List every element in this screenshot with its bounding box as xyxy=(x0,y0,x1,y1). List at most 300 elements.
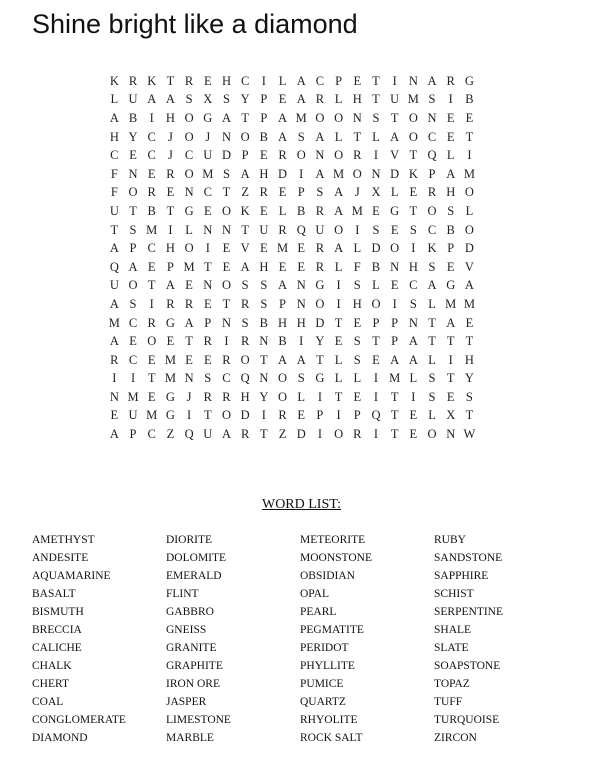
grid-letter: N xyxy=(221,129,231,144)
grid-letter: E xyxy=(390,222,399,237)
grid-letter: R xyxy=(203,334,212,349)
grid-letter: A xyxy=(334,241,344,256)
grid-letter: C xyxy=(203,185,212,200)
word-list-item: TUFF xyxy=(434,696,463,708)
grid-letter: L xyxy=(278,73,287,88)
word-list-heading: WORD LIST: xyxy=(261,497,342,512)
grid-letter: J xyxy=(205,129,211,144)
grid-letter: I xyxy=(392,73,397,88)
grid-letter: S xyxy=(465,389,473,404)
grid-letter: H xyxy=(165,110,175,125)
word-list-item: CHERT xyxy=(32,678,70,690)
grid-letter: U xyxy=(203,427,213,442)
grid-letter: O xyxy=(147,334,157,349)
grid-letter: A xyxy=(278,110,288,125)
grid-letter: B xyxy=(128,110,138,125)
grid-row xyxy=(105,425,479,444)
grid-letter: A xyxy=(334,203,344,218)
grid-letter: J xyxy=(354,185,360,200)
grid-row xyxy=(105,351,479,370)
grid-letter: O xyxy=(184,166,194,181)
grid-letter: J xyxy=(186,389,192,404)
grid-letter: A xyxy=(315,166,325,181)
grid-letter: A xyxy=(408,352,418,367)
grid-letter: E xyxy=(465,110,474,125)
grid-letter: N xyxy=(427,110,437,125)
grid-row xyxy=(105,239,479,258)
grid-letter: T xyxy=(241,222,249,237)
word-list-item: PEGMATITE xyxy=(300,624,364,636)
grid-letter: C xyxy=(147,427,156,442)
grid-letter: R xyxy=(147,185,156,200)
grid-row xyxy=(105,128,479,147)
grid-letter: C xyxy=(222,371,231,386)
grid-letter: H xyxy=(296,315,306,330)
grid-letter: I xyxy=(261,73,266,88)
grid-letter: N xyxy=(203,222,213,237)
grid-letter: H xyxy=(109,129,119,144)
grid-letter: V xyxy=(464,259,474,274)
grid-letter: G xyxy=(446,278,456,293)
grid-letter: A xyxy=(278,129,288,144)
grid-letter: E xyxy=(203,73,212,88)
grid-letter: N xyxy=(408,315,418,330)
grid-letter: I xyxy=(299,334,304,349)
grid-letter: K xyxy=(427,241,437,256)
grid-letter: S xyxy=(372,110,380,125)
grid-letter: X xyxy=(446,408,456,423)
grid-letter: H xyxy=(408,259,418,274)
grid-letter: Q xyxy=(371,408,381,423)
grid-letter: A xyxy=(109,334,119,349)
grid-letter: R xyxy=(184,296,194,311)
grid-row xyxy=(105,91,479,110)
grid-letter: I xyxy=(411,389,416,404)
grid-row xyxy=(105,407,479,426)
grid-letter: R xyxy=(353,148,362,163)
grid-letter: O xyxy=(184,241,194,256)
grid-letter: P xyxy=(316,408,324,423)
word-list-item: SOAPSTONE xyxy=(434,660,501,672)
grid-letter: C xyxy=(128,315,138,330)
grid-letter: M xyxy=(463,296,475,311)
grid-letter: L xyxy=(372,129,380,144)
grid-letter: E xyxy=(372,203,380,218)
grid-letter: E xyxy=(222,241,231,256)
grid-letter: A xyxy=(296,92,306,107)
word-list-item: PEARL xyxy=(300,606,337,618)
word-list-item: CONGLOMERATE xyxy=(32,714,126,726)
grid-letter: O xyxy=(315,110,325,125)
grid-letter: I xyxy=(317,427,322,442)
grid-letter: D xyxy=(240,408,250,423)
grid-letter: E xyxy=(260,203,268,218)
grid-letter: R xyxy=(278,408,287,423)
grid-letter: H xyxy=(221,73,231,88)
grid-row xyxy=(105,332,479,351)
grid-letter: D xyxy=(315,315,325,330)
grid-letter: G xyxy=(165,389,175,404)
grid-letter: L xyxy=(465,203,474,218)
grid-letter: R xyxy=(259,185,269,200)
word-list-item: EMERALD xyxy=(166,570,222,582)
grid-letter: M xyxy=(463,166,475,181)
grid-letter: U xyxy=(109,278,119,293)
grid-letter: M xyxy=(407,92,419,107)
grid-letter: E xyxy=(372,352,380,367)
grid-letter: I xyxy=(336,296,341,311)
grid-letter: S xyxy=(428,92,436,107)
grid-letter: R xyxy=(315,259,325,274)
grid-letter: Q xyxy=(296,222,306,237)
grid-letter: A xyxy=(240,166,250,181)
grid-letter: E xyxy=(166,334,175,349)
grid-letter: X xyxy=(203,92,213,107)
grid-letter: M xyxy=(183,259,195,274)
grid-letter: I xyxy=(130,371,136,386)
grid-letter: I xyxy=(224,334,229,349)
grid-letter: Z xyxy=(241,185,249,200)
grid-letter: A xyxy=(390,129,400,144)
grid-letter: C xyxy=(110,148,119,163)
grid-letter: E xyxy=(278,185,287,200)
grid-letter: L xyxy=(428,408,436,423)
grid-letter: R xyxy=(315,203,325,218)
grid-letter: S xyxy=(222,166,230,181)
grid-letter: N xyxy=(296,278,306,293)
grid-letter: A xyxy=(315,129,325,144)
grid-letter: A xyxy=(278,278,288,293)
grid-letter: O xyxy=(427,427,437,442)
grid-letter: Q xyxy=(240,371,250,386)
grid-letter: M xyxy=(127,389,139,404)
grid-letter: S xyxy=(129,296,137,311)
grid-letter: P xyxy=(428,166,436,181)
grid-letter: S xyxy=(297,129,305,144)
grid-letter: P xyxy=(260,92,268,107)
grid-letter: I xyxy=(205,241,210,256)
grid-letter: S xyxy=(428,389,436,404)
grid-letter: S xyxy=(260,278,268,293)
grid-letter: T xyxy=(390,408,399,423)
grid-letter: E xyxy=(334,334,343,349)
grid-letter: E xyxy=(203,296,212,311)
grid-letter: Y xyxy=(464,371,474,386)
grid-letter: L xyxy=(446,148,455,163)
grid-row xyxy=(105,314,479,333)
grid-letter: E xyxy=(297,241,306,256)
word-list-item: QUARTZ xyxy=(300,696,346,708)
word-list-item: MARBLE xyxy=(166,732,214,744)
grid-letter: P xyxy=(129,427,137,442)
grid-row xyxy=(105,72,479,91)
grid-letter: A xyxy=(109,241,119,256)
word-list-item: PERIDOT xyxy=(300,642,349,654)
grid-letter: T xyxy=(428,315,436,330)
grid-letter: L xyxy=(278,203,287,218)
grid-letter: S xyxy=(316,185,324,200)
grid-letter: H xyxy=(259,166,269,181)
grid-letter: G xyxy=(165,315,175,330)
grid-letter: P xyxy=(260,110,268,125)
grid-letter: H xyxy=(464,352,474,367)
grid-letter: B xyxy=(278,334,287,349)
grid-letter: I xyxy=(149,296,154,311)
grid-letter: A xyxy=(296,352,306,367)
grid-letter: N xyxy=(221,222,231,237)
grid-letter: O xyxy=(464,185,474,200)
grid-letter: L xyxy=(334,352,343,367)
grid-letter: R xyxy=(166,296,175,311)
grid-letter: S xyxy=(297,371,305,386)
grid-letter: T xyxy=(446,371,455,386)
grid-letter: E xyxy=(446,259,455,274)
grid-letter: T xyxy=(465,408,474,423)
grid-letter: Z xyxy=(278,427,287,442)
grid-letter: H xyxy=(278,315,288,330)
grid-letter: A xyxy=(427,73,437,88)
grid-letter: K xyxy=(147,73,157,88)
grid-letter: F xyxy=(110,166,118,181)
grid-letter: M xyxy=(351,203,363,218)
grid-letter: B xyxy=(147,203,156,218)
grid-letter: T xyxy=(446,334,455,349)
grid-letter: H xyxy=(259,259,269,274)
word-list-item: PUMICE xyxy=(300,678,344,690)
grid-letter: O xyxy=(334,110,344,125)
word-list-item: SANDSTONE xyxy=(434,552,503,564)
grid-letter: O xyxy=(427,203,437,218)
grid-row xyxy=(105,370,479,389)
grid-letter: C xyxy=(409,278,418,293)
word-list-item: MOONSTONE xyxy=(300,552,372,564)
grid-letter: Y xyxy=(259,389,269,404)
grid-letter: Q xyxy=(109,259,119,274)
grid-letter: E xyxy=(297,408,306,423)
word-list-item: LIMESTONE xyxy=(166,714,231,726)
grid-letter: U xyxy=(128,92,138,107)
grid-letter: E xyxy=(353,389,362,404)
grid-letter: E xyxy=(147,352,156,367)
grid-letter: O xyxy=(371,296,381,311)
grid-letter: A xyxy=(221,427,231,442)
grid-letter: I xyxy=(149,110,154,125)
grid-letter: A xyxy=(446,315,456,330)
grid-letter: E xyxy=(260,148,268,163)
grid-letter: T xyxy=(409,203,418,218)
grid-letter: D xyxy=(464,241,474,256)
grid-letter: T xyxy=(185,334,193,349)
grid-letter: S xyxy=(353,352,361,367)
grid-letter: L xyxy=(297,389,306,404)
grid-row xyxy=(105,146,479,165)
grid-letter: E xyxy=(409,427,418,442)
grid-letter: A xyxy=(390,352,400,367)
grid-letter: E xyxy=(446,129,455,144)
grid-letter: H xyxy=(352,92,362,107)
grid-letter: O xyxy=(128,185,138,200)
grid-letter: R xyxy=(240,334,250,349)
grid-letter: S xyxy=(241,315,249,330)
word-list-item: SERPENTINE xyxy=(434,606,503,618)
word-list-item: SHALE xyxy=(434,624,472,636)
grid-letter: C xyxy=(147,148,156,163)
grid-letter: A xyxy=(221,110,231,125)
grid-letter: E xyxy=(147,166,156,181)
grid-letter: E xyxy=(185,278,193,293)
grid-letter: K xyxy=(240,203,250,218)
grid-letter: C xyxy=(184,148,194,163)
grid-letter: E xyxy=(222,259,231,274)
grid-letter: T xyxy=(334,389,343,404)
grid-letter: E xyxy=(110,408,119,423)
grid-letter: U xyxy=(203,148,213,163)
word-list-item: GRAPHITE xyxy=(166,660,223,672)
grid-letter: U xyxy=(128,408,138,423)
grid-letter: V xyxy=(390,148,400,163)
grid-letter: D xyxy=(221,148,231,163)
grid-letter: F xyxy=(110,185,118,200)
grid-letter: L xyxy=(334,129,343,144)
word-list-item: OPAL xyxy=(300,588,329,600)
grid-letter: B xyxy=(259,315,269,330)
grid-letter: G xyxy=(315,371,325,386)
grid-letter: N xyxy=(371,166,381,181)
grid-letter: U xyxy=(390,92,400,107)
grid-letter: N xyxy=(109,389,119,404)
word-list-column xyxy=(166,531,300,747)
grid-letter: E xyxy=(147,389,156,404)
grid-letter: G xyxy=(184,203,194,218)
grid-row xyxy=(105,184,479,203)
grid-letter: N xyxy=(390,259,400,274)
grid-letter: N xyxy=(408,73,418,88)
grid-letter: A xyxy=(184,315,194,330)
grid-letter: M xyxy=(146,222,158,237)
word-list-item: JASPER xyxy=(166,696,207,708)
grid-letter: H xyxy=(446,185,456,200)
grid-letter: Y xyxy=(315,334,325,349)
grid-letter: R xyxy=(240,296,250,311)
grid-letter: N xyxy=(128,166,138,181)
grid-letter: C xyxy=(427,222,437,237)
grid-letter: O xyxy=(408,129,418,144)
grid-letter: S xyxy=(353,278,361,293)
grid-letter: A xyxy=(128,259,138,274)
grid-letter: I xyxy=(168,222,173,237)
grid-letter: B xyxy=(297,203,306,218)
grid-letter: T xyxy=(465,334,474,349)
grid-letter: S xyxy=(447,203,455,218)
grid-letter: T xyxy=(260,427,268,442)
grid-letter: O xyxy=(240,352,250,367)
grid-letter: D xyxy=(296,427,306,442)
grid-letter: R xyxy=(315,92,325,107)
word-list-item: DOLOMITE xyxy=(166,552,227,564)
grid-letter: M xyxy=(164,371,176,386)
grid-letter: R xyxy=(110,352,119,367)
word-list-item: TURQUOISE xyxy=(434,714,500,726)
grid-letter: L xyxy=(185,222,193,237)
grid-letter: A xyxy=(446,166,456,181)
grid-letter: U xyxy=(259,222,269,237)
grid-letter: P xyxy=(335,73,343,88)
word-list-item: GABBRO xyxy=(166,606,214,618)
word-list-column xyxy=(32,531,166,747)
grid-letter: Z xyxy=(166,427,175,442)
grid-letter: O xyxy=(184,129,194,144)
grid-letter: T xyxy=(353,129,362,144)
grid-row xyxy=(105,202,479,221)
grid-letter: J xyxy=(167,148,173,163)
word-list-item: CALICHE xyxy=(32,642,82,654)
word-list-item: IRON ORE xyxy=(166,678,220,690)
word-list-item: GRANITE xyxy=(166,642,217,654)
grid-letter: I xyxy=(373,389,379,404)
grid-letter: I xyxy=(317,389,322,404)
grid-letter: Y xyxy=(128,129,138,144)
word-list-column xyxy=(434,531,568,747)
grid-letter: O xyxy=(296,148,306,163)
grid-letter: T xyxy=(203,259,212,274)
grid-letter: E xyxy=(465,315,474,330)
grid-letter: O xyxy=(408,110,418,125)
grid-letter: J xyxy=(167,129,173,144)
grid-letter: N xyxy=(221,315,231,330)
grid-letter: N xyxy=(296,296,306,311)
grid-letter: T xyxy=(129,203,137,218)
grid-letter: N xyxy=(184,185,194,200)
grid-letter: T xyxy=(372,334,380,349)
grid-letter: P xyxy=(372,315,380,330)
grid-letter: E xyxy=(129,334,137,349)
word-list-item: BASALT xyxy=(32,588,76,600)
grid-letter: I xyxy=(448,92,453,107)
word-list-item: COAL xyxy=(32,696,64,708)
grid-letter: M xyxy=(164,352,176,367)
grid-letter: A xyxy=(109,296,119,311)
grid-letter: A xyxy=(427,278,437,293)
grid-letter: I xyxy=(467,148,472,163)
grid-letter: E xyxy=(278,259,287,274)
grid-letter: T xyxy=(260,352,268,367)
grid-letter: B xyxy=(259,129,269,144)
grid-letter: P xyxy=(241,148,249,163)
grid-letter: E xyxy=(166,185,175,200)
grid-letter: S xyxy=(353,334,361,349)
word-list-item: BISMUTH xyxy=(32,606,84,618)
grid-letter: L xyxy=(409,371,418,386)
word-list-item: AQUAMARINE xyxy=(32,570,111,582)
grid-letter: S xyxy=(241,278,249,293)
grid-letter: K xyxy=(109,73,119,88)
grid-letter: A xyxy=(109,427,119,442)
word-list-item: CHALK xyxy=(32,660,72,672)
grid-letter: A xyxy=(109,110,119,125)
grid-letter: E xyxy=(353,73,362,88)
grid-letter: M xyxy=(108,315,120,330)
grid-letter: T xyxy=(222,185,231,200)
grid-letter: R xyxy=(222,352,231,367)
grid-letter: O xyxy=(221,408,231,423)
grid-letter: M xyxy=(202,166,214,181)
grid-letter: M xyxy=(389,371,401,386)
word-list xyxy=(32,531,568,747)
grid-letter: T xyxy=(203,408,212,423)
grid-row xyxy=(105,295,479,314)
word-list-column xyxy=(300,531,434,747)
grid-row xyxy=(105,277,479,296)
